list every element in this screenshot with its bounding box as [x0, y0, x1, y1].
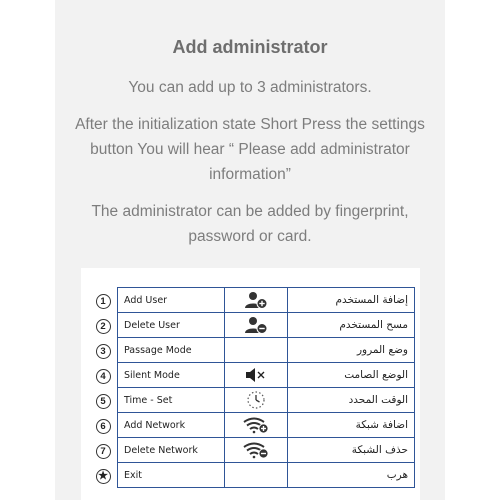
table-row	[89, 413, 415, 438]
delete-user-icon	[225, 313, 288, 338]
menu-label-en: Add User	[118, 288, 225, 313]
menu-label-en: Time - Set	[118, 388, 225, 413]
star-badge: ★	[96, 469, 111, 484]
menu-image	[81, 268, 420, 500]
paragraph-limit: You can add up to 3 administrators.	[128, 79, 372, 96]
table-row	[89, 363, 415, 388]
number-badge: 7	[96, 444, 111, 459]
menu-label-ar: وضع المرور	[288, 338, 415, 363]
table-row	[89, 438, 415, 463]
clock-icon	[225, 388, 288, 413]
table-row	[89, 313, 415, 338]
menu-label-ar: إضافة المستخدم	[288, 288, 415, 313]
menu-label-en: Add Network	[118, 413, 225, 438]
number-badge: 4	[96, 369, 111, 384]
menu-label-ar: هرب	[288, 463, 415, 488]
table-row	[89, 463, 415, 488]
number-badge: 3	[96, 344, 111, 359]
menu-label-ar: الوضع الصامت	[288, 363, 415, 388]
paragraph-instructions: After the initialization state Short Press the settings button You will hear “ Please add administrator information”	[75, 116, 425, 183]
empty-icon-cell	[225, 338, 288, 363]
add-wifi-icon	[225, 413, 288, 438]
number-badge: 2	[96, 319, 111, 334]
menu-label-en: Exit	[118, 463, 225, 488]
menu-label-en: Delete User	[118, 313, 225, 338]
menu-label-ar: اضافة شبكة	[288, 413, 415, 438]
number-badge: 1	[96, 294, 111, 309]
empty-icon-cell	[225, 463, 288, 488]
page-title: Add administrator	[172, 37, 328, 57]
menu-table	[89, 287, 415, 488]
add-user-icon	[225, 288, 288, 313]
table-row	[89, 288, 415, 313]
number-badge: 5	[96, 394, 111, 409]
mute-speaker-icon	[225, 363, 288, 388]
menu-label-ar: الوقت المحدد	[288, 388, 415, 413]
menu-label-en: Delete Network	[118, 438, 225, 463]
menu-label-en: Passage Mode	[118, 338, 225, 363]
table-row	[89, 338, 415, 363]
menu-label-en: Silent Mode	[118, 363, 225, 388]
menu-label-ar: حذف الشبكة	[288, 438, 415, 463]
number-badge: 6	[96, 419, 111, 434]
menu-label-ar: مسح المستخدم	[288, 313, 415, 338]
table-row	[89, 388, 415, 413]
delete-wifi-icon	[225, 438, 288, 463]
paragraph-methods: The administrator can be added by fingerprint, password or card.	[91, 203, 409, 245]
